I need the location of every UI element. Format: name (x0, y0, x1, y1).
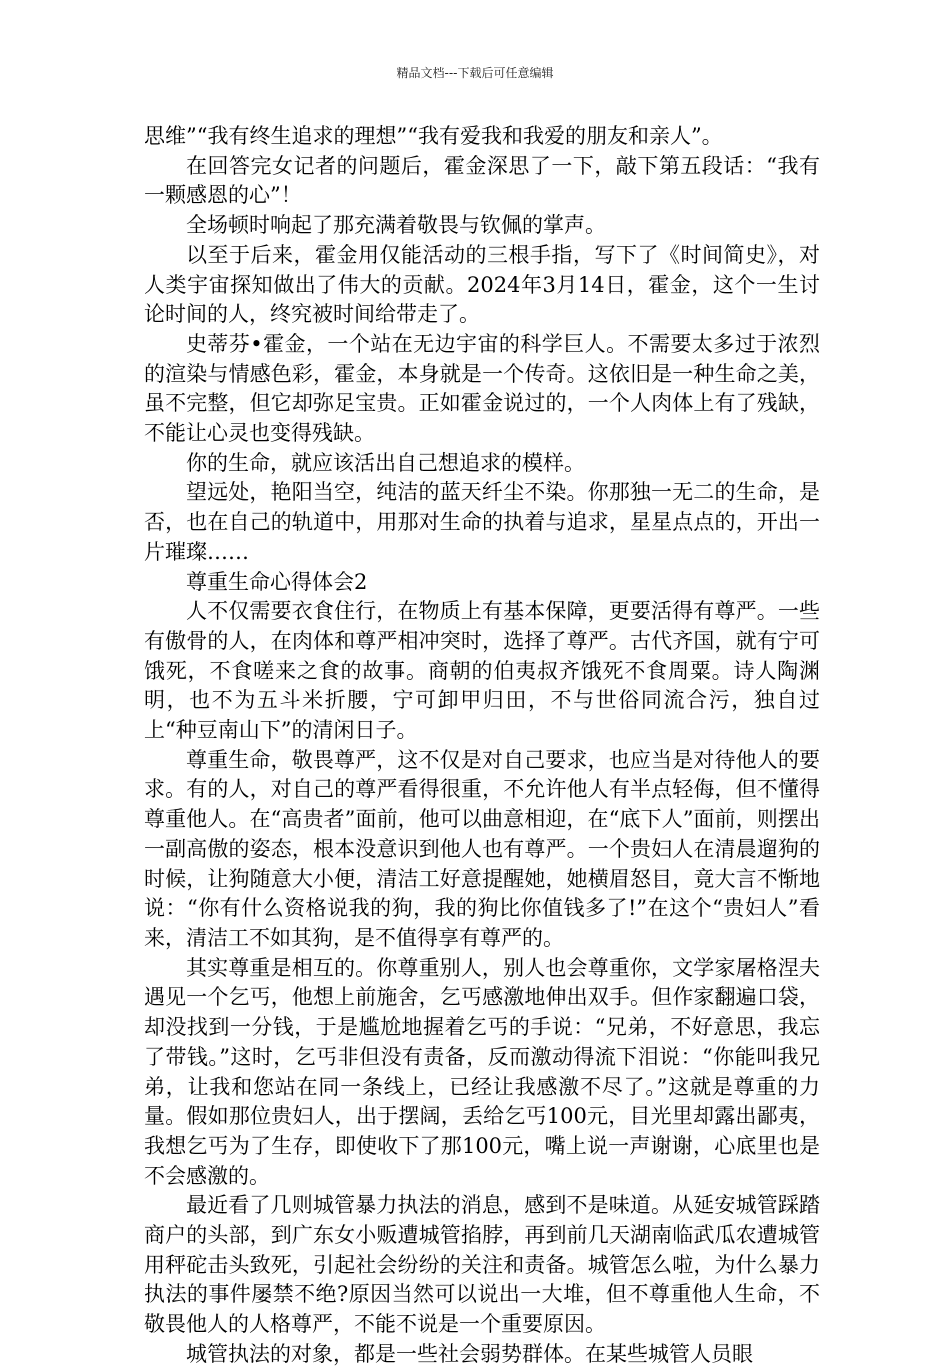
paragraph: 以至于后来，霍金用仅能活动的三根手指，写下了《时间简史》，对人类宇宙探知做出了伟大的贡献。2024年3月14日，霍金，这个一生讨论时间的人，终究被时间给带走了。 (144, 242, 820, 327)
paragraph: 尊重生命，敬畏尊严，这不仅是对自己要求，也应当是对待他人的要求。有的人，对自己的尊严看得很重，不允许他人有半点轻侮，但不懂得尊重他人。在“高贵者”面前，他可以曲意相迎，在“底下人”面前，则摆出一副高傲的姿态，根本没意识到他人也有尊严。一个贵妇人在清晨遛狗的时候，让狗随意大小便，清洁工好意提醒她，她横眉怒目，竟大言不惭地说：“你有什么资格说我的狗，我的狗比你值钱多了!”在这个“贵妇人”看来，清洁工不如其狗，是不值得享有尊严的。 (144, 747, 820, 950)
paragraph: 城管执法的对象，都是一些社会弱势群体。在某些城管人员眼 (186, 1341, 753, 1366)
paragraph: 最近看了几则城管暴力执法的消息，感到不是味道。从延安城管踩踏商户的头部，到广东女小贩遭城管掐脖，再到前几天湖南临武瓜农遭城管用秤砣击头致死，引起社会纷纷的关注和责备。城管怎么啦，为什么暴力执法的事件屡禁不绝?原因当然可以说出一大堆，但不尊重他人生命，不敬畏他人的人格尊严，不能不说是一个重要原因。 (144, 1193, 820, 1337)
paragraph: 望远处，艳阳当空，纯洁的蓝天纤尘不染。你那独一无二的生命，是否，也在自己的轨道中，用那对生命的执着与追求，星星点点的，开出一片璀璨…… (144, 480, 820, 564)
paragraph: 思维”“我有终生追求的理想”“我有爱我和我爱的朋友和亲人”。 (144, 124, 723, 148)
page-header: 精品文档---下载后可任意编辑 (396, 66, 554, 80)
section-heading: 尊重生命心得体会2 (186, 569, 368, 594)
paragraph: 在回答完女记者的问题后，霍金深思了一下，敲下第五段话：“我有一颗感恩的心”！ (144, 153, 820, 208)
document-body (144, 122, 820, 1370)
paragraph: 其实尊重是相互的。你尊重别人，别人也会尊重你，文学家屠格涅夫遇见一个乞丐，他想上前施舍，乞丐感激地伸出双手。但作家翻遍口袋，却没找到一分钱，于是尴尬地握着乞丐的手说：“兄弟，不好意思，我忘了带钱。”这时，乞丐非但没有责备，反而激动得流下泪说：“你能叫我兄弟，让我和您站在同一条线上，已经让我感激不尽了。”这就是尊重的力量。假如那位贵妇人，出于摆阔，丢给乞丐100元，目光里却露出鄙夷，我想乞丐为了生存，即使收下了那100元，嘴上说一声谢谢，心底里也是不会感激的。 (144, 955, 820, 1188)
paragraph: 你的生命，就应该活出自己想追求的模样。 (186, 450, 585, 475)
paragraph: 全场顿时响起了那充满着敬畏与钦佩的掌声。 (186, 213, 606, 238)
paragraph: 史蒂芬•霍金，一个站在无边宇宙的科学巨人。不需要太多过于浓烈的渲染与情感色彩，霍金，本身就是一个传奇。这依旧是一种生命之美，虽不完整，但它却弥足宝贵。正如霍金说过的，一个人肉体上有了残缺，不能让心灵也变得残缺。 (144, 331, 820, 446)
paragraph: 人不仅需要衣食住行，在物质上有基本保障，更要活得有尊严。一些有傲骨的人，在肉体和尊严相冲突时，选择了尊严。古代齐国，就有宁可饿死，不食嗟来之食的故事。商朝的伯夷叔齐饿死不食周粟。诗人陶渊明，也不为五斗米折腰，宁可卸甲归田，不与世俗同流合污，独自过上“种豆南山下”的清闲日子。 (144, 599, 820, 743)
